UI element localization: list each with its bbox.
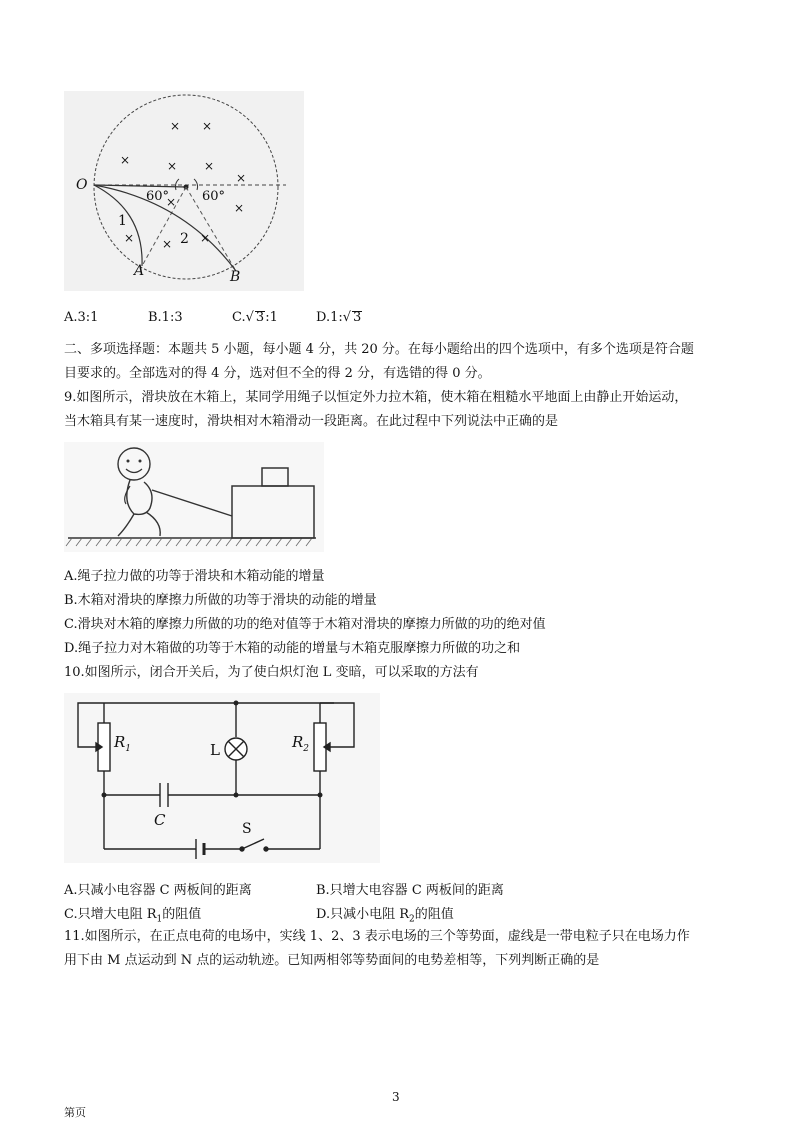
field-cross: × — [162, 237, 173, 251]
field-cross: × — [202, 119, 213, 133]
section2-line1: 二、多项选择题：本题共 5 小题，每小题 4 分，共 20 分。在每小题给出的四个选项中，有多个选项是符合题 — [64, 342, 694, 357]
q11-stem-line2: 用下由 M 点运动到 N 点的运动轨迹。已知两相邻等势面间的电势差相等，下列判断正确的是 — [64, 953, 600, 968]
section2-line2: 目要求的。全部选对的得 4 分，选对但不全的得 2 分，有选错的得 0 分。 — [64, 366, 491, 381]
sqrt-symbol: √ — [245, 310, 254, 325]
r2-label: $R_2$ — [292, 733, 310, 754]
q9-option-d: D.绳子拉力对木箱做的功等于木箱的动能的增量与木箱克服摩擦力所做的功之和 — [64, 641, 521, 656]
q8-option-b: B.1:3 — [148, 310, 183, 325]
field-cross: × — [204, 159, 215, 173]
q10-option-c: C.只增大电阻 $R_1$的阻值 — [64, 907, 202, 925]
field-cross: × — [167, 159, 178, 173]
sqrt-symbol: √ — [342, 310, 352, 325]
q10-option-a: A.只减小电容器 C 两板间的距离 — [64, 883, 252, 898]
field-cross: × — [166, 195, 177, 209]
field-cross: × — [170, 119, 181, 133]
track-1-label: 1 — [118, 213, 127, 229]
field-cross: × — [234, 201, 245, 215]
track-2-label: 2 — [180, 231, 189, 247]
r1-label: $R_1$ — [114, 733, 132, 754]
angle-left-label: 60° — [146, 189, 170, 204]
q11-stem-line1: 11.如图所示，在正点电荷的电场中，实线 1、2、3 表示电场的三个等势面，虚线是一带电粒子只在电场力作 — [64, 929, 690, 944]
q8-option-d: D.1:√ 3 — [316, 310, 362, 325]
field-cross: × — [120, 153, 131, 167]
field-cross: × — [236, 171, 247, 185]
magnetic-field-diagram — [64, 91, 304, 291]
field-cross: × — [124, 231, 135, 245]
figure-pulling-box — [64, 442, 324, 552]
figure-magnetic-field-circle — [64, 91, 304, 291]
page-number: 3 — [392, 1090, 400, 1104]
q9-option-b: B.木箱对滑块的摩擦力所做的功等于滑块的动能的增量 — [64, 593, 377, 608]
q10-option-b: B.只增大电容器 C 两板间的距离 — [316, 883, 504, 898]
lamp-L-label: L — [210, 741, 220, 759]
point-B-label: B — [230, 269, 241, 285]
point-O-label: O — [76, 177, 88, 193]
field-cross: × — [200, 231, 211, 245]
circuit-diagram — [64, 693, 380, 863]
q9-stem-line1: 9.如图所示，滑块放在木箱上，某同学用绳子以恒定外力拉木箱，使木箱在粗糙水平地面上由静止开始运动， — [64, 390, 688, 405]
page-label: 第页 — [64, 1106, 86, 1119]
angle-right-label: 60° — [202, 189, 226, 204]
capacitor-C-label: C — [154, 811, 166, 829]
q10-option-d: D.只减小电阻 $R_2$的阻值 — [316, 907, 454, 925]
pulling-box-diagram — [64, 442, 324, 552]
figure-circuit — [64, 693, 380, 863]
q8-option-a: A.3:1 — [64, 310, 99, 325]
q9-option-a: A.绳子拉力做的功等于滑块和木箱动能的增量 — [64, 569, 325, 584]
q8-option-c: C.√ 3:1 — [232, 310, 278, 325]
q10-stem: 10.如图所示，闭合开关后，为了使白炽灯泡 L 变暗，可以采取的方法有 — [64, 665, 479, 680]
q9-option-c: C.滑块对木箱的摩擦力所做的功的绝对值等于木箱对滑块的摩擦力所做的功的绝对值 — [64, 617, 546, 632]
switch-S-label: S — [242, 821, 252, 837]
point-A-label: A — [134, 263, 145, 279]
q9-stem-line2: 当木箱具有某一速度时，滑块相对木箱滑动一段距离。在此过程中下列说法中正确的是 — [64, 414, 559, 429]
